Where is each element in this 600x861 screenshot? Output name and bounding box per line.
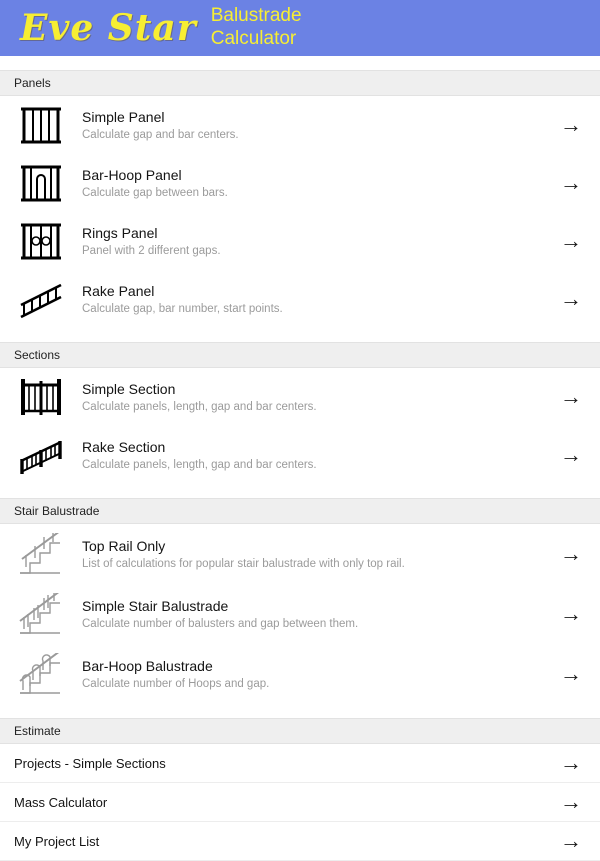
item-texts xyxy=(82,439,552,471)
item-title: My Project List xyxy=(14,833,100,849)
arrow-right-icon: → xyxy=(560,750,582,775)
arrow-right-icon: → xyxy=(560,789,582,814)
section-header-sections: Sections xyxy=(0,342,600,368)
item-subtitle: List of calculations for popular stair balustrade with only top rail. xyxy=(82,558,405,570)
brand-logo: Eve Star xyxy=(20,7,197,49)
arrow-right-icon: → xyxy=(560,442,582,467)
item-title: Simple Stair Balustrade xyxy=(82,598,229,614)
item-title: Mass Calculator xyxy=(14,794,108,810)
item-subtitle: Calculate panels, length, gap and bar centers. xyxy=(82,401,317,413)
item-subtitle: Panel with 2 different gaps. xyxy=(82,245,221,257)
list-item-bar-hoop-balustrade[interactable] xyxy=(0,644,600,704)
list-item-simple-panel[interactable] xyxy=(0,96,600,154)
item-texts xyxy=(14,756,552,771)
arrow-right-icon: → xyxy=(560,601,582,626)
item-subtitle: Calculate number of balusters and gap between them. xyxy=(82,618,359,630)
item-subtitle: Calculate panels, length, gap and bar centers. xyxy=(82,459,317,471)
simple-panel-icon xyxy=(14,105,68,145)
item-texts xyxy=(82,538,552,570)
arrow-right-icon: → xyxy=(560,541,582,566)
simple-section-icon xyxy=(14,377,68,417)
app-title xyxy=(211,5,302,51)
app-title-line1: Balustrade xyxy=(210,5,302,27)
item-title: Simple Panel xyxy=(82,109,165,125)
item-title: Rake Section xyxy=(82,439,166,455)
top-rail-only-icon xyxy=(14,533,68,575)
item-texts xyxy=(82,109,552,141)
arrow-right-icon: → xyxy=(560,661,582,686)
section-header-panels: Panels xyxy=(0,70,600,96)
item-texts xyxy=(82,225,552,257)
item-title: Projects - Simple Sections xyxy=(14,755,166,771)
item-texts xyxy=(82,283,552,315)
item-texts xyxy=(82,381,552,413)
item-subtitle: Calculate gap between bars. xyxy=(82,187,228,199)
rake-section-icon xyxy=(14,435,68,475)
list-item-mass-calculator[interactable] xyxy=(0,783,600,822)
item-subtitle: Calculate gap, bar number, start points. xyxy=(82,303,283,315)
item-title: Rings Panel xyxy=(82,225,158,241)
arrow-right-icon: → xyxy=(560,384,582,409)
list-item-projects-simple-sections[interactable] xyxy=(0,744,600,783)
item-title: Simple Section xyxy=(82,381,176,397)
list-item-rings-panel[interactable] xyxy=(0,212,600,270)
section-header-stair-balustrade: Stair Balustrade xyxy=(0,498,600,524)
section-header-estimate: Estimate xyxy=(0,718,600,744)
item-texts xyxy=(14,834,552,849)
bar-hoop-balustrade-icon xyxy=(14,653,68,695)
item-texts xyxy=(82,167,552,199)
list-item-my-project-list[interactable] xyxy=(0,822,600,861)
item-subtitle: Calculate number of Hoops and gap. xyxy=(82,678,270,690)
item-texts xyxy=(14,795,552,810)
bar-hoop-panel-icon xyxy=(14,163,68,203)
list-item-bar-hoop-panel[interactable] xyxy=(0,154,600,212)
list-item-simple-stair-balustrade[interactable] xyxy=(0,584,600,644)
list-item-simple-section[interactable] xyxy=(0,368,600,426)
list-item-top-rail-only[interactable] xyxy=(0,524,600,584)
arrow-right-icon: → xyxy=(560,170,582,195)
rings-panel-icon xyxy=(14,221,68,261)
arrow-right-icon: → xyxy=(560,228,582,253)
arrow-right-icon: → xyxy=(560,286,582,311)
simple-stair-balustrade-icon xyxy=(14,593,68,635)
item-title: Rake Panel xyxy=(82,283,155,299)
rake-panel-icon xyxy=(14,279,68,319)
app-title-line2: Calculator xyxy=(210,28,297,49)
item-title: Top Rail Only xyxy=(82,538,166,554)
arrow-right-icon: → xyxy=(560,112,582,137)
list-item-rake-panel[interactable] xyxy=(0,270,600,328)
app-header xyxy=(0,0,600,56)
item-texts xyxy=(82,598,552,630)
item-title: Bar-Hoop Balustrade xyxy=(82,658,213,674)
list-item-rake-section[interactable] xyxy=(0,426,600,484)
item-subtitle: Calculate gap and bar centers. xyxy=(82,129,239,141)
item-title: Bar-Hoop Panel xyxy=(82,167,182,183)
item-texts xyxy=(82,658,552,690)
arrow-right-icon: → xyxy=(560,828,582,853)
